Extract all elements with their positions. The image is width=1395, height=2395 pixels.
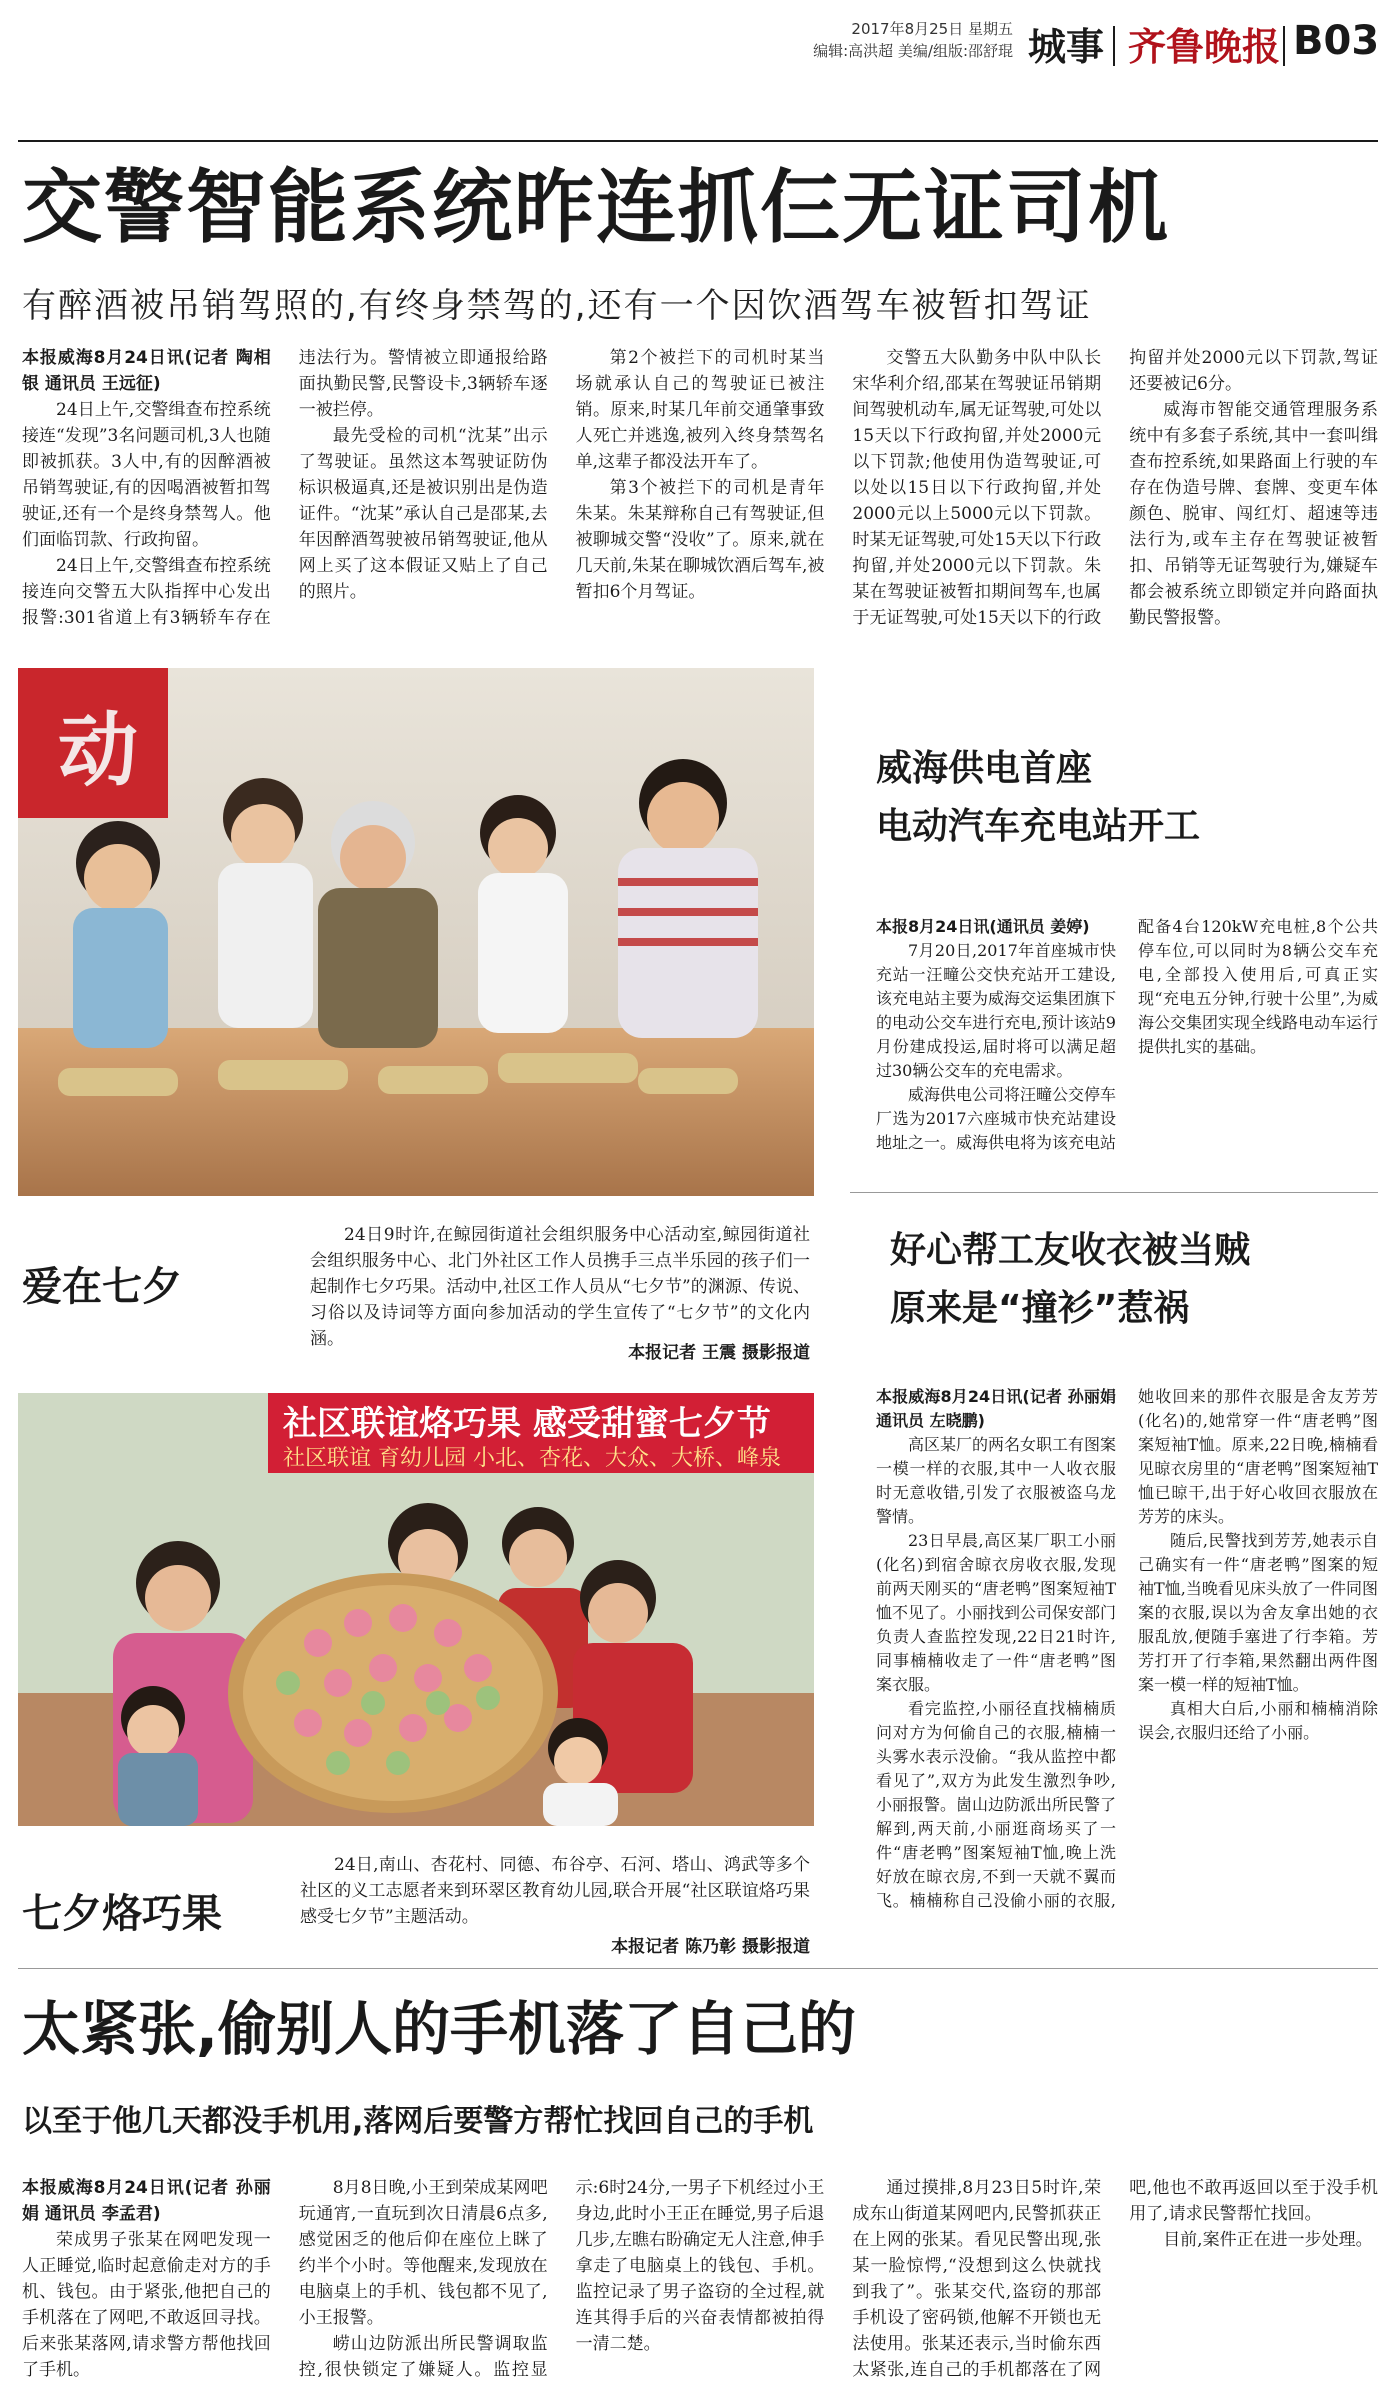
photo2-credit: 本报记者 陈乃彰 摄影报道 xyxy=(611,1937,810,1957)
story2-paragraph: 7月20日,2017年首座城市快充站一汪疃公交快充站开工建设,该充电站主要为威海交运集团旗下的电动公交车进行充电,预计该站9月份建成投运,届时将可以满足超过30辆公交车的充电需求。 xyxy=(876,941,1117,1080)
photo-banner-text: 社区联谊烙巧果 感受甜蜜七夕节 xyxy=(283,1404,771,1444)
story3-paragraph: 高区某厂的两名女职工有图案一模一样的衣服,其中一人收衣服时无意收错,引发了衣服被盗乌龙警情。 xyxy=(876,1435,1117,1526)
section-title: 城事 xyxy=(1028,24,1105,69)
story3-paragraph: 23日早晨,高区某厂职工小丽(化名)到宿舍晾衣房收衣服,发现前两天刚买的“唐老鸭”图案短袖T恤不见了。小丽找到公司保安部门负责人查监控发现,22日21时许,同事楠楠收走了一件“唐老鸭”图案衣服。 xyxy=(876,1531,1117,1694)
story-divider xyxy=(850,1192,1378,1193)
photo1-credit: 本报记者 王震 摄影报道 xyxy=(628,1343,810,1363)
photo1-caption-text: 24日9时许,在鲸园街道社会组织服务中心活动室,鲸园街道社会组织服务中心、北门外社区工作人员携手三点半乐园的孩子们一起制作七夕巧果。活动中,社区工作人员从“七夕节”的渊源、传说、习俗以及诗词等方面向参加活动的学生宣传了“七夕节”的文化内涵。 xyxy=(310,1225,810,1349)
photo1-label: 爱在七夕 xyxy=(22,1264,182,1310)
story4-paragraph: 荣成男子张某在网吧发现一人正睡觉,临时起意偷走对方的手机、钱包。由于紧张,他把自己的手机落在了网吧,不敢返回寻找。后来张某落网,请求警方帮他找回了手机。 xyxy=(22,2230,271,2380)
photo-banner-text: 动 xyxy=(58,704,138,797)
masthead-divider xyxy=(1113,26,1115,66)
story4-headline: 太紧张,偷别人的手机落了自己的 xyxy=(22,1995,857,2063)
story1-paragraph: 24日上午,交警缉查布控系统接连向交警五大队指挥中心发出报警:301省道上有3辆轿车存在违法行为。警情被立即通报给路面执勤民警,民警设卡,3辆轿车逐一被拦停。 xyxy=(22,348,548,628)
story4-subhead: 以至于他几天都没手机用,落网后要警方帮忙找回自己的手机 xyxy=(22,2104,814,2139)
photo2-label: 七夕烙巧果 xyxy=(22,1891,222,1937)
story-divider xyxy=(18,1968,1378,1969)
story1-subhead: 有醉酒被吊销驾照的,有终身禁驾的,还有一个因饮酒驾车被暂扣驾证 xyxy=(22,286,1092,326)
story1-paragraph: 第2个被拦下的司机时某当场就承认自己的驾驶证已被注销。原来,时某几年前交通肇事致人死亡并逃逸,被列入终身禁驾名单,这辈子都没法开车了。 xyxy=(575,348,825,472)
story3-headline-line: 好心帮工友收衣被当贼 xyxy=(890,1230,1251,1271)
photo2-caption-text: 24日,南山、杏花村、同德、布谷亭、石河、塔山、鸿武等多个社区的义工志愿者来到环翠区教育幼儿园,联合开展“社区联谊烙巧果 感受七夕节”主题活动。 xyxy=(300,1855,810,1927)
story4-paragraph: 目前,案件正在进一步处理。 xyxy=(1163,2230,1373,2250)
story1-body xyxy=(22,345,1378,645)
story3-headline-line: 原来是“撞衫”惹祸 xyxy=(890,1288,1190,1329)
masthead-divider xyxy=(1283,26,1285,66)
story3-body xyxy=(876,1385,1378,1930)
story1-paragraph: 威海市智能交通管理服务系统中有多套子系统,其中一套叫缉查布控系统,如果路面上行驶的车存在伪造号牌、套牌、变更车体颜色、脱审、闯红灯、超速等违法行为,或车主存在驾驶证被暂扣、吊销等无证驾驶行为,嫌疑车都会被系统立即锁定并向路面执勤民警报警。 xyxy=(1129,400,1378,628)
newspaper-logo: 齐鲁晚报 xyxy=(1128,24,1281,69)
page-number: B03 xyxy=(1293,18,1380,64)
story1-dateline: 本报威海8月24日讯(记者 陶相银 通讯员 王远征) xyxy=(22,348,271,394)
story3-paragraph: 看完监控,小丽径直找楠楠质问对方为何偷自己的衣服,楠楠一头雾水表示没偷。“我从监控中都看见了”,双方为此发生激烈争吵,小丽报警。崮山边防派出所民警了解到,两天前,小丽逛商场买了一件“唐老鸭”图案短袖T恤,晚上洗好放在晾衣房,不到一天就不翼而飞。楠楠称自己没偷小丽的衣服,她收回来的那件衣服是舍友芳芳(化名)的,她常穿一件“唐老鸭”图案短袖T恤。原来,22日晚,楠楠看见晾衣房里的“唐老鸭”图案短袖T恤已晾干,出于好心收回衣服放在芳芳的床头。 xyxy=(876,1387,1378,1910)
story3-paragraph: 随后,民警找到芳芳,她表示自己确实有一件“唐老鸭”图案的短袖T恤,当晚看见床头放了一件同图案的衣服,误以为舍友拿出她的衣服乱放,便随手塞进了行李箱。芳芳打开了行李箱,果然翻出两件图案一模一样的短袖T恤。 xyxy=(1138,1531,1378,1694)
photo-illustration xyxy=(18,668,814,1196)
masthead-rule xyxy=(18,140,1378,142)
photo2-caption xyxy=(300,1852,810,1930)
story3-headline xyxy=(890,1222,1250,1338)
story4-paragraph: 通过摸排,8月23日5时许,荣成东山街道某网吧内,民警抓获正在上网的张某。看见民警出现,张某一脸惊愕,“没想到这么快就找到我了”。张某交代,盗窃的那部手机设了密码锁,他解不开锁也无法使用。张某还表示,当时偷东西太紧张,连自己的手机都落在了网吧,他也不敢再返回以至于没手机用了,请求民警帮忙找回。 xyxy=(852,2178,1378,2380)
story4-dateline: 本报威海8月24日讯(记者 孙丽娟 通讯员 李孟君) xyxy=(22,2178,271,2224)
story2-paragraph: 威海供电公司将汪疃公交停车厂选为2017六座城市快充站建设地址之一。威海供电将为该充电站配备4台120kW充电桩,8个公共停车位,可以同时为8辆公交车充电,全部投入使用后,可真正实现“充电五分钟,行驶十公里”,为威海公交集团实现全线路电动车运行提供扎实的基础。 xyxy=(876,917,1379,1152)
masthead-date: 2017年8月25日 星期五 xyxy=(851,20,1013,38)
photo-illustration xyxy=(18,1393,814,1826)
story2-headline xyxy=(876,740,1200,856)
story2-body xyxy=(876,915,1378,1177)
story2-dateline: 本报8月24日讯(通讯员 姜婷) xyxy=(876,917,1090,936)
story2-headline-line: 电动汽车充电站开工 xyxy=(876,806,1201,847)
story1-paragraph: 最先受检的司机“沈某”出示了驾驶证。虽然这本驾驶证防伪标识极逼真,还是被识别出是伪造证件。“沈某”承认自己是邵某,去年因醉酒驾驶被吊销驾驶证,他从网上买了这本假证又贴上了自己的照片。 xyxy=(298,426,548,602)
story4-body xyxy=(22,2175,1378,2385)
story1-paragraph: 第3个被拦下的司机是青年朱某。朱某辩称自己有驾驶证,但被聊城交警“没收”了。原来,就在几天前,朱某在聊城饮酒后驾车,被暂扣6个月驾证。 xyxy=(575,478,825,602)
story2-headline-line: 威海供电首座 xyxy=(876,748,1093,789)
story1-headline: 交警智能系统昨连抓仨无证司机 xyxy=(22,161,1170,254)
story1-paragraph: 24日上午,交警缉查布控系统接连“发现”3名问题司机,3人也随即被抓获。3人中,有的因醉酒被吊销驾驶证,有的因喝酒被暂扣驾驶证,还有一个是终身禁驾人。他们面临罚款、行政拘留。 xyxy=(22,400,271,550)
photo1-caption xyxy=(310,1222,810,1352)
photo-banner-subtext: 社区联谊 育幼儿园 小北、杏花、大众、大桥、峰泉 xyxy=(283,1446,781,1471)
photo-qixi-pastry-making xyxy=(18,668,814,1196)
photo-qixi-cake-baking xyxy=(18,1393,814,1826)
story3-dateline: 本报威海8月24日讯(记者 孙丽娟 通讯员 左晓鹏) xyxy=(876,1387,1116,1430)
masthead-editors: 编辑:高洪超 美编/组版:邵舒琨 xyxy=(813,42,1013,60)
story3-paragraph: 真相大白后,小丽和楠楠消除误会,衣服归还给了小丽。 xyxy=(1138,1699,1378,1742)
story1-paragraph: 交警五大队勤务中队中队长宋华利介绍,邵某在驾驶证吊销期间驾驶机动车,属无证驾驶,可处以15天以下行政拘留,并处2000元以下罚款;他使用伪造驾驶证,可以处以15日以下行政拘留,并处2000元以上5000元以下罚款。时某无证驾驶,可处15天以下行政拘留,并处2000元以下罚款。朱某在驾驶证被暂扣期间驾车,也属于无证驾驶,可处15天以下的行政拘留并处2000元以下罚款,驾证还要被记6分。 xyxy=(852,348,1378,628)
story4-paragraph: 8月8日晚,小王到荣成某网吧玩通宵,一直玩到次日清晨6点多,感觉困乏的他后仰在座位上眯了约半个小时。等他醒来,发现放在电脑桌上的手机、钱包都不见了,小王报警。 xyxy=(298,2178,548,2328)
story4-paragraph: 崂山边防派出所民警调取监控,很快锁定了嫌疑人。监控显示:6时24分,一男子下机经过小王身边,此时小王正在睡觉,男子后退几步,左瞧右盼确定无人注意,伸手拿走了电脑桌上的钱包、手机。监控记录了男子盗窃的全过程,就连其得手后的兴奋表情都被拍得一清二楚。 xyxy=(298,2178,825,2380)
